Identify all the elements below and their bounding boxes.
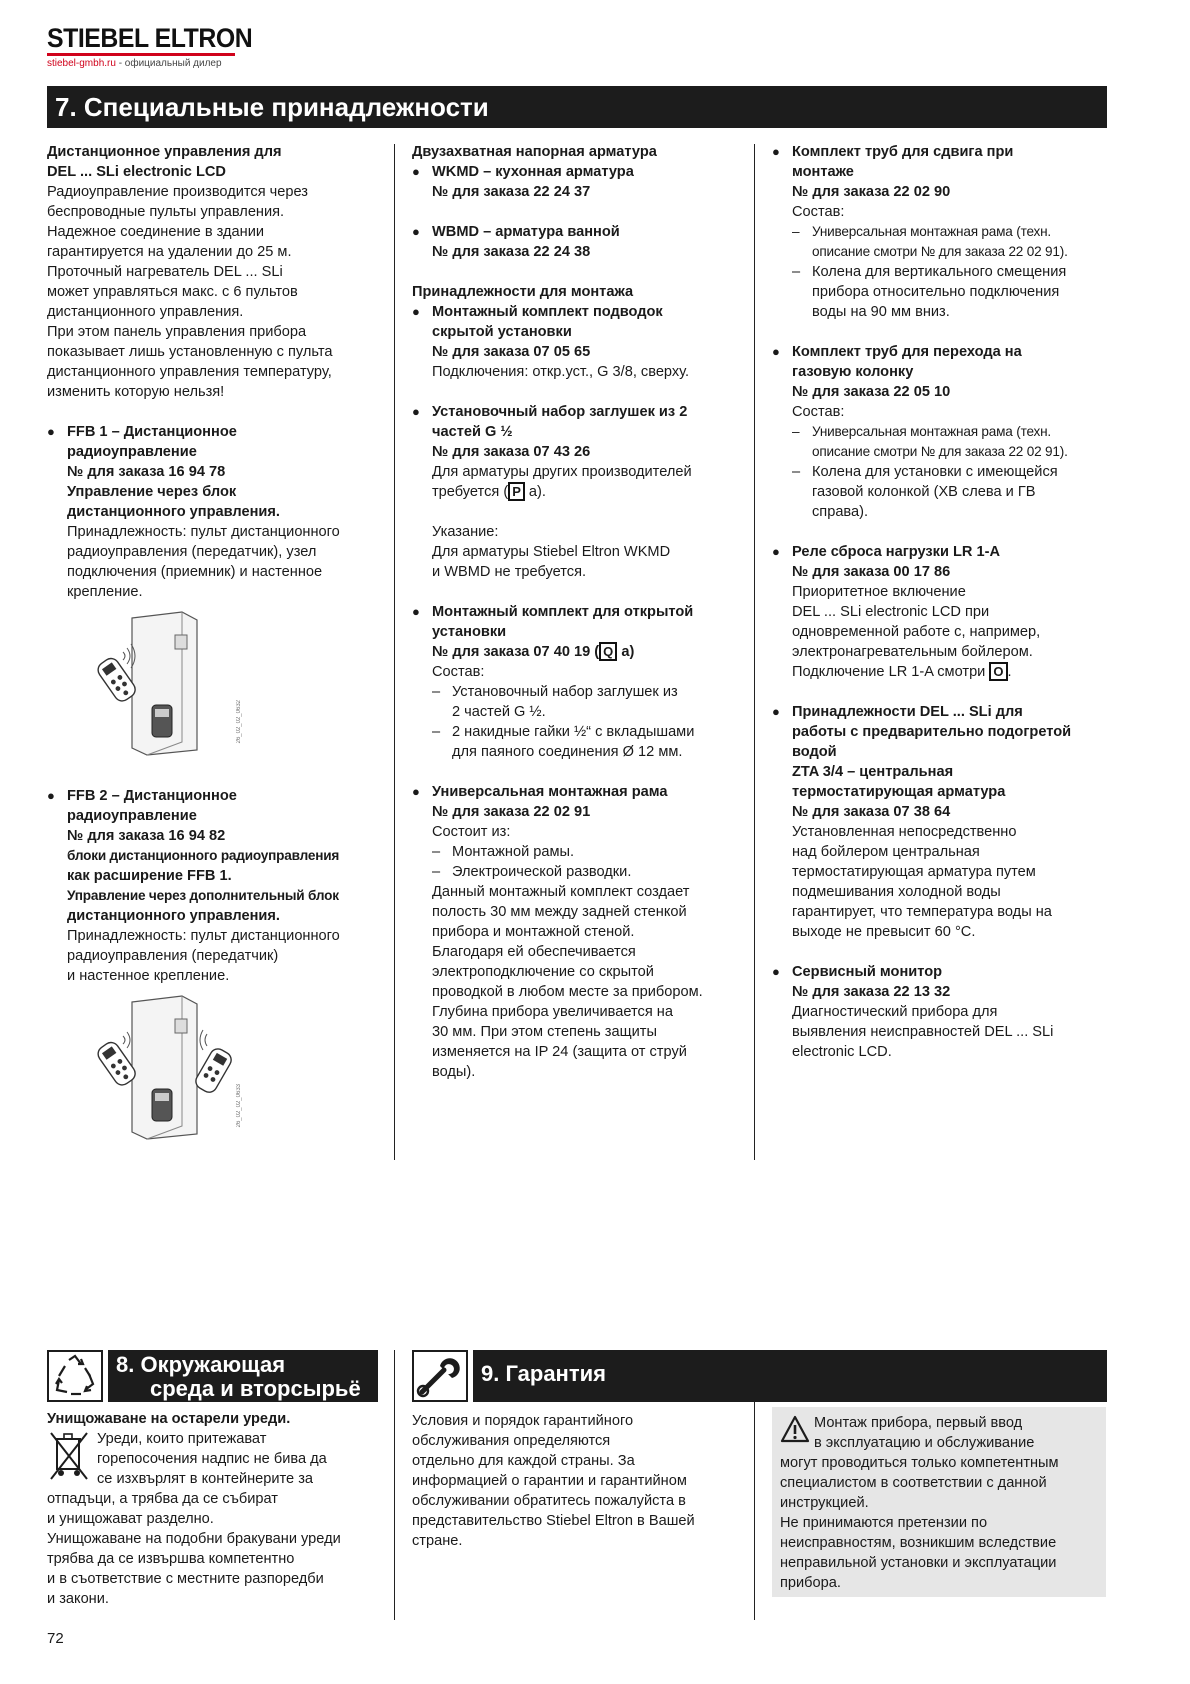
zta-name-2: термостатирующая арматура <box>792 784 1006 800</box>
shift-part-2-line: воды на 90 мм вниз. <box>812 304 950 320</box>
gas-composition-label: Состав: <box>792 404 845 420</box>
gas-part-2 <box>792 462 1107 522</box>
shift-composition-label: Состав: <box>792 204 845 220</box>
frame-order-number: № для заказа 22 02 91 <box>432 804 591 820</box>
warning-triangle-icon <box>780 1415 810 1443</box>
crossed-bin-icon <box>47 1429 91 1485</box>
ffb1-figure <box>87 610 387 766</box>
frame-text: изменяется на IP 24 (защита от струй <box>432 1044 687 1060</box>
ffb2-desc: блоки дистанционного радиоуправления <box>67 848 340 863</box>
preheat-item <box>772 702 1107 942</box>
open-install-item <box>412 602 752 762</box>
relay-text: одновременной работе с, например, <box>792 624 1041 640</box>
open-composition-label: Состав: <box>432 664 485 680</box>
plugs-name: ● Установочный набор заглушек из 2 <box>432 404 688 420</box>
open-install-order-number <box>432 642 752 662</box>
plugs-order-number: № для заказа 07 43 26 <box>432 444 591 460</box>
wbmd-name: ● WBMD – арматура ванной <box>432 224 620 240</box>
warning-text: неправильной установки и эксплуатации <box>780 1555 1057 1571</box>
hidden-install-name-2: скрытой установки <box>432 324 572 340</box>
remote-title-1: Дистанционное управления для <box>47 144 282 160</box>
section-8-title-line-2: среда и вторсырьё <box>150 1376 361 1401</box>
gas-pipes-name: ● Комплект труб для перехода на <box>792 344 1022 360</box>
frame-part-2-line: – Электроической разводки. <box>452 864 632 880</box>
preheat-name-3: водой <box>792 744 837 760</box>
relay-name: ● Реле сброса нагрузки LR 1-A <box>792 544 1001 560</box>
intro-line: дистанционного управления температуру, <box>47 364 332 380</box>
wrench-icon <box>414 1352 466 1400</box>
wbmd-order-number: № для заказа 22 24 38 <box>432 244 591 260</box>
service-monitor-text: Диагностический прибора для <box>792 1004 998 1020</box>
plugs-text-pre: требуется ( <box>432 484 509 500</box>
warning-text: прибора. <box>780 1575 841 1591</box>
zta-name: ZTA 3/4 – центральная <box>792 764 954 780</box>
plugs-text-ref <box>432 482 752 502</box>
zta-text: над бойлером центральная <box>792 844 980 860</box>
frame-text: Данный монтажный комплект создает <box>432 884 690 900</box>
intro-line: может управляться макс. с 6 пультов <box>47 284 298 300</box>
shift-part-1-line: – Универсальная монтажная рама (техн. <box>812 224 1051 239</box>
brand-name: STIEBEL ELTRON <box>47 23 253 53</box>
ffb2-desc-3: Управление через дополнительный блок <box>67 888 339 903</box>
section-8-title <box>108 1350 378 1402</box>
intro-line: беспроводные пульты управления. <box>47 204 285 220</box>
section-8-title-line-1: 8. Окружающая <box>116 1352 286 1377</box>
open-part-1-line: – Установочный набор заглушек из <box>452 684 678 700</box>
intro-line: Радиоуправление производится через <box>47 184 308 200</box>
section-9-body <box>412 1411 752 1551</box>
warranty-text: обслуживания определяются <box>412 1433 611 1449</box>
note-text: Для арматуры Stiebel Eltron WKMD <box>432 544 671 560</box>
ffb1-desc: Управление через блок <box>67 484 237 500</box>
hidden-install-order-number: № для заказа 07 05 65 <box>432 344 591 360</box>
section-9-title-text: 9. Гарантия <box>481 1361 606 1386</box>
intro-line: При этом панель управления прибора <box>47 324 307 340</box>
intro-line: Надежное соединение в здании <box>47 224 265 240</box>
mounting-accessories-title: Принадлежности для монтажа <box>412 284 634 300</box>
warning-text: инструкцией. <box>780 1495 869 1511</box>
zta-order-number: № для заказа 07 38 64 <box>792 804 951 820</box>
relay-text: электронагревательным бойлером. <box>792 644 1033 660</box>
shift-part-1-line: описание смотри № для заказа 22 02 91). <box>812 244 1068 259</box>
warranty-text: стране. <box>412 1533 463 1549</box>
ffb1-text: Принадлежность: пульт дистанционного <box>67 524 340 540</box>
ffb2-order-number: № для заказа 16 94 82 <box>67 828 226 844</box>
ffb2-text: и настенное крепление. <box>67 968 230 984</box>
recycling-icon <box>49 1352 101 1400</box>
warning-text: Монтаж прибора, первый ввод <box>814 1415 1023 1431</box>
wkmd-order-number: № для заказа 22 24 37 <box>432 184 591 200</box>
section-7-title: 7. Специальные принадлежности <box>47 86 1107 128</box>
warranty-text: Условия и порядок гарантийного <box>412 1413 634 1429</box>
dealer-line <box>47 58 270 69</box>
warning-text: специалистом в соответствии с данной <box>780 1475 1047 1491</box>
relay-text: DEL ... SLi electronic LCD при <box>792 604 990 620</box>
ffb1-desc-2: дистанционного управления. <box>67 504 280 520</box>
shift-part-1 <box>792 222 1107 262</box>
frame-text: Глубина прибора увеличивается на <box>432 1004 673 1020</box>
disposal-text: горепосочения надпис не бива да <box>97 1451 327 1467</box>
hidden-install-name: ● Монтажный комплект подводок <box>432 304 663 320</box>
column-divider-2 <box>754 144 755 1160</box>
disposal-text: Уреди, които притежават <box>97 1431 267 1447</box>
zta-text: гарантирует, что температура воды на <box>792 904 1052 920</box>
disposal-text: и в съответствие с местните разпоредби <box>47 1571 324 1587</box>
open-part-2-line: для паяного соединения Ø 12 мм. <box>452 744 683 760</box>
section-9-title <box>473 1350 1107 1402</box>
disposal-text: Унищожаване на подобни бракувани уреди <box>47 1531 341 1547</box>
ffb2-desc-4: дистанционного управления. <box>67 908 280 924</box>
figure-code: 26_02_02_0633 <box>236 1084 242 1128</box>
disposal-text: и унищожават разделно. <box>47 1511 214 1527</box>
service-monitor-text: electronic LCD. <box>792 1044 892 1060</box>
pressure-fittings-title: Двузахватная напорная арматура <box>412 144 657 160</box>
figure-ref-p: P <box>508 482 525 501</box>
warning-text: неисправностям, возникшим вследствие <box>780 1535 1057 1551</box>
disposal-subtitle: Унищожаване на остарели уреди. <box>47 1411 291 1427</box>
column-divider-1 <box>394 144 395 1160</box>
open-part-1-line: 2 частей G ½. <box>452 704 546 720</box>
shift-pipes-item <box>772 142 1107 322</box>
gas-part-2-line: справа). <box>812 504 869 520</box>
figure-code: 26_02_02_0632 <box>236 700 242 744</box>
dealer-suffix: - официальный дилер <box>115 58 222 69</box>
warning-text: Не принимаются претензии по <box>780 1515 988 1531</box>
column-2 <box>412 142 752 1082</box>
site-link[interactable]: stiebel-gmbh.ru <box>47 58 116 69</box>
open-install-name-2: установки <box>432 624 507 640</box>
warranty-text: отдельно для каждой страны. За <box>412 1453 635 1469</box>
page-number: 72 <box>47 1630 64 1647</box>
figure-ref-o: O <box>989 662 1007 681</box>
frame-text: прибора и монтажной стеной. <box>432 924 635 940</box>
intro-line: изменить которую нельзя! <box>47 384 225 400</box>
gas-part-1-line: описание смотри № для заказа 22 02 91). <box>812 444 1068 459</box>
preheat-name: ● Принадлежности DEL ... SLi для <box>792 704 1023 720</box>
ffb1-text: крепление. <box>67 584 143 600</box>
frame-text: электроподключение со скрытой <box>432 964 654 980</box>
open-order-pre: № для заказа 07 40 19 ( <box>432 644 600 660</box>
gas-part-2-line: – Колена для установки с имеющейся <box>812 464 1058 480</box>
ffb2-name-2: радиоуправление <box>67 808 197 824</box>
open-install-name: ● Монтажный комплект для открытой <box>432 604 694 620</box>
hidden-install-text: Подключения: откр.уст., G 3/8, сверху. <box>432 364 690 380</box>
note-text: и WBMD не требуется. <box>432 564 587 580</box>
ffb1-text: подключения (приемник) и настенное <box>67 564 323 580</box>
gas-pipes-item <box>772 342 1107 522</box>
disposal-text: трябва да се извършва компетентно <box>47 1551 295 1567</box>
shift-pipes-name: ● Комплект труб для сдвига при <box>792 144 1014 160</box>
ffb1-name: ● FFB 1 – Дистанционное <box>67 424 237 440</box>
hidden-install-item <box>412 302 752 382</box>
frame-part-1 <box>432 842 752 862</box>
relay-item <box>772 542 1107 682</box>
ffb2-text: радиоуправления (передатчик) <box>67 948 279 964</box>
zta-text: термостатирующая арматура путем <box>792 864 1036 880</box>
ffb1-order-number: № для заказа 16 94 78 <box>67 464 226 480</box>
intro-line: гарантируется на удалении до 25 м. <box>47 244 292 260</box>
shift-pipes-order-number: № для заказа 22 02 90 <box>792 184 951 200</box>
remote-title-2: DEL ... SLi electronic LCD <box>47 164 226 180</box>
service-monitor-text: выявления неисправностей DEL ... SLi <box>792 1024 1054 1040</box>
brand-logo <box>47 24 270 69</box>
open-order-post: a) <box>617 644 635 660</box>
relay-ref-post: . <box>1007 664 1012 680</box>
ffb2-desc-2: как расширение FFB 1. <box>67 868 232 884</box>
shift-part-2-line: – Колена для вертикального смещения <box>812 264 1067 280</box>
open-part-1 <box>432 682 752 722</box>
gas-pipes-name-2: газовую колонку <box>792 364 914 380</box>
warning-text: могут проводиться только компетентным <box>780 1455 1059 1471</box>
disposal-text: се изхвърлят в контейнерите за <box>97 1471 314 1487</box>
frame-composition-label: Состоит из: <box>432 824 511 840</box>
open-part-2-line: – 2 накидные гайки ½“ с вкладышами <box>452 724 695 740</box>
frame-name: ● Универсальная монтажная рама <box>432 784 668 800</box>
ffb1-text: радиоуправления (передатчик), узел <box>67 544 317 560</box>
frame-text: Благодаря ей обеспечивается <box>432 944 636 960</box>
frame-text: проводкой в любом месте за прибором. <box>432 984 703 1000</box>
gas-part-2-line: газовой колонкой (ХВ слева и ГВ <box>812 484 1036 500</box>
ffb2-item <box>47 786 387 1150</box>
section-8-body <box>47 1409 387 1609</box>
frame-text: полость 30 мм между задней стенкой <box>432 904 687 920</box>
zta-text: Установленная непосредственно <box>792 824 1017 840</box>
zta-text: выходе не превысит 60 °C. <box>792 924 976 940</box>
warranty-text: обслуживании обратитесь пожалуйста в <box>412 1493 686 1509</box>
ffb2-name: ● FFB 2 – Дистанционное <box>67 788 237 804</box>
column-divider-3 <box>394 1350 395 1620</box>
frame-text: воды). <box>432 1064 476 1080</box>
frame-part-1-line: – Монтажной рамы. <box>452 844 575 860</box>
intro-line: Проточный нагреватель DEL ... SLi <box>47 264 283 280</box>
zta-text: подмешивания холодной воды <box>792 884 1001 900</box>
disposal-text: и закони. <box>47 1591 109 1607</box>
disposal-text: отпадъци, а трябва да се събират <box>47 1491 278 1507</box>
figure-ref-q: Q <box>599 642 617 661</box>
frame-part-2 <box>432 862 752 882</box>
warning-box <box>772 1407 1106 1597</box>
plugs-text-post: a). <box>524 484 546 500</box>
ffb1-name-2: радиоуправление <box>67 444 197 460</box>
wrench-icon-box <box>412 1350 468 1402</box>
warranty-text: информацией о гарантии и гарантийном <box>412 1473 687 1489</box>
column-1 <box>47 142 387 1150</box>
wbmd-item <box>412 222 752 262</box>
wkmd-name: ● WKMD – кухонная арматура <box>432 164 634 180</box>
relay-ref-pre: Подключение LR 1-A смотри <box>792 664 990 680</box>
service-monitor-order-number: № для заказа 22 13 32 <box>792 984 951 1000</box>
gas-part-1-line: – Универсальная монтажная рама (техн. <box>812 424 1051 439</box>
ffb2-text: Принадлежность: пульт дистанционного <box>67 928 340 944</box>
warranty-text: представительство Stiebel Eltron в Вашей <box>412 1513 695 1529</box>
plugs-item <box>412 402 752 502</box>
intro-line: дистанционного управления. <box>47 304 244 320</box>
ffb2-figure <box>87 994 387 1150</box>
open-part-2 <box>432 722 752 762</box>
gas-part-1 <box>792 422 1107 462</box>
shift-part-2-line: прибора относительно подключения <box>812 284 1060 300</box>
service-monitor-name: ● Сервисный монитор <box>792 964 943 980</box>
relay-text: Приоритетное включение <box>792 584 966 600</box>
plugs-name-2: частей G ½ <box>432 424 513 440</box>
preheat-name-2: работы с предварительно подогретой <box>792 724 1072 740</box>
heater-remote-illustration <box>87 610 237 760</box>
brand-underline <box>47 53 235 56</box>
recycling-icon-box <box>47 1350 103 1402</box>
relay-order-number: № для заказа 00 17 86 <box>792 564 951 580</box>
shift-pipes-name-2: монтаже <box>792 164 854 180</box>
column-3 <box>772 142 1107 1062</box>
shift-part-2 <box>792 262 1107 322</box>
ffb1-item <box>47 422 387 766</box>
note-label: Указание: <box>432 524 499 540</box>
intro-line: показывает лишь установленную с пульта <box>47 344 333 360</box>
relay-ref-line <box>792 662 1107 682</box>
wkmd-item <box>412 162 752 202</box>
frame-text: 30 мм. При этом степень защиты <box>432 1024 657 1040</box>
gas-pipes-order-number: № для заказа 22 05 10 <box>792 384 951 400</box>
plugs-text: Для арматуры других производителей <box>432 464 692 480</box>
warning-text: в эксплуатацию и обслуживание <box>814 1435 1035 1451</box>
frame-item <box>412 782 752 1082</box>
service-monitor-item <box>772 962 1107 1062</box>
